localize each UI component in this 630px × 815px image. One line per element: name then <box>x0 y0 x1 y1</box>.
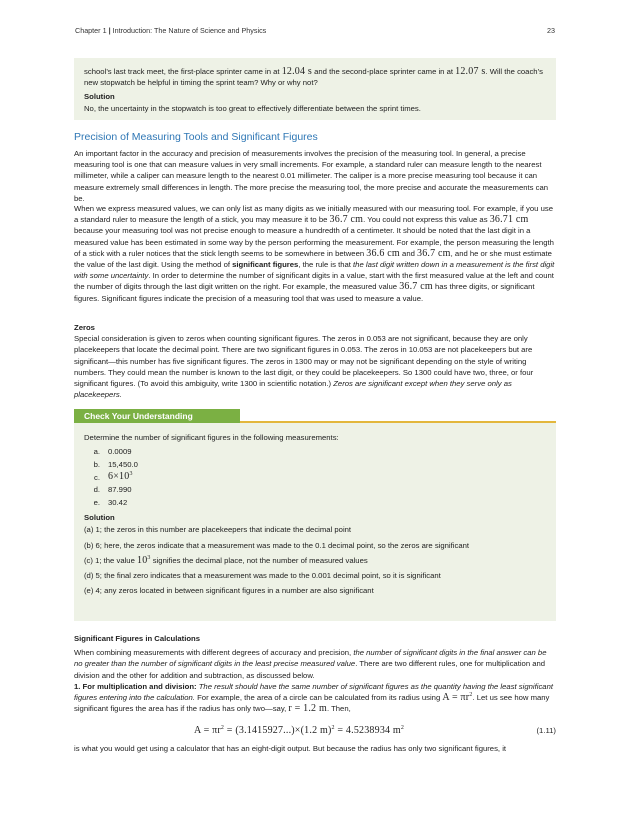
paragraph-sig-figs: When we express measured values, we can only list as many digits as we initially measured with our measuring tool. For example, if you use a standard ruler to measure the length of a stick, you may measure it to be 36.7 cm. You could not express this value as 36.71 cm because your measuring tool was not precise enough to measure a hundredth of a centimeter. It should be noted that the last digit in a measured value has been estimated in some way by the person performing the measurement. For example, the person measuring the length of a stick with a ruler notices that the stick length seems to be somewhere in between 36.6 cm and 36.7 cm, and he or she must estimate the value of the last digit. Using the method of significant figures, the rule is that the last digit written down in a measurement is the first digit with some uncertainty. In order to determine the number of significant digits in a value, start with the first measured value at the left and count the number of digits through the last digit written on the right. For example, the measured value 36.7 cm has three digits, or significant figures. Significant figures indicate the precision of a measuring tool that was used to measure a value. <box>74 204 555 303</box>
list-item: c. $6\times 10^3$ <box>94 470 133 482</box>
rule-emphasis: the last digit written down in a measurement is the first digit with some uncertainty <box>74 260 555 281</box>
chapter-header: Chapter 1 | Introduction: The Nature of Science and Physics <box>75 26 267 35</box>
math-value: 36.7 cm <box>417 247 451 259</box>
time-value-1: 12.04 s <box>281 66 312 77</box>
list-item: b. 15,450.0 <box>93 459 138 469</box>
time-value-2: 12.07 s <box>455 66 486 77</box>
section-title: Precision of Measuring Tools and Significant Figures <box>74 131 318 143</box>
example-solution-box <box>74 58 556 120</box>
calculations-paragraph: When combining measurements with different degrees of accuracy and precision, the number of significant digits in the final answer can be no greater than the number of significant digits in the least precise measured value. There are two different rules, one for multiplication and division and the other for addition and subtraction, as discussed below. <box>74 648 547 680</box>
zeros-heading: Zeros <box>74 323 95 332</box>
check-understanding-tab: Check Your Understanding <box>74 409 240 423</box>
equation-1-11 <box>74 725 556 739</box>
answer-d: (d) 5; the final zero indicates that a measurement was made to the 0.001 decimal point, so it is significant <box>84 571 441 581</box>
math-value: 36.71 cm <box>489 214 529 226</box>
term-significant-figures: significant figures <box>232 260 299 270</box>
answer-c: (c) 1; the value $10^3$ signifies the decimal place, not the number of measured values <box>84 554 368 566</box>
calculations-heading: Significant Figures in Calculations <box>74 634 201 643</box>
answer-a: (a) 1; the zeros in this number are placekeepers that indicate the decimal point <box>84 525 352 535</box>
cyu-prompt: Determine the number of significant figures in the following measurements: <box>84 433 339 442</box>
paragraph-precision: An important factor in the accuracy and precision of measurements involves the precision of the measuring tool. In general, a precise measuring tool is one that can measure values in very small increments. For example, a standard ruler can measure length to the nearest millimeter, while a caliper can measure length to the nearest 0.01 millimeter. The caliper is a more precise measuring tool because it can measure extremely small differences in length. The more precise the measuring tool, the more precise and accurate the measurements can be. <box>74 149 549 203</box>
list-item: d. 87.990 <box>93 485 132 495</box>
example-text: school’s last track meet, the first-place sprinter came in at 12.04 s and the second-place sprinter came in at 12.07 s. Will the coach’s new stopwatch be helpful in timing the sprint team? Why or why not? <box>84 66 543 88</box>
list-item: e. 30.42 <box>93 498 128 508</box>
multiplication-rule: 1. For multiplication and division: The result should have the same number of significant figures as the quantity having the least significant figures entering into the calculation. For example, the area of a circle can be calculated from its radius using $A = \pi r^2$. Let us see how many significant figures the area has if the radius has only two—say, r = 1.2 m. Then, <box>74 681 553 715</box>
cyu-solution-label: Solution <box>84 513 115 523</box>
answer-e: (e) 4; any zeros located in between significant figures in a number are also significant <box>84 586 374 596</box>
solution-text: No, the uncertainty in the stopwatch is too great to effectively differentiate between the sprint times. <box>84 103 421 113</box>
page-number: 23 <box>547 26 555 35</box>
solution-label: Solution <box>84 92 115 102</box>
answer-b: (b) 6; here, the zeros indicate that a measurement was made to the 0.1 decimal point, so the zeros are significant <box>84 540 470 550</box>
calculations-section <box>74 633 556 714</box>
list-item: a. 0.0009 <box>93 447 132 457</box>
closing-line: is what you would get using a calculator that has an eight-digit output. But because the radius has only two significant figures, it <box>74 744 507 753</box>
measurement-list <box>84 446 546 508</box>
zeros-paragraph: Special consideration is given to zeros when counting significant figures. The zeros in 0.053 are not significant, because they are only placekeepers that locate the decimal point. There are two significant figures in 0.053. The zeros in 10.053 are not placekeepers but are significant—this number has five significant figures. The zeros in 1300 may or may not be significant depending on the style of writing numbers. They could mean the number is known to the last digit, or they could be placekeepers. So 1300 could have two, three, or four significant figures. (To avoid this ambiguity, write 1300 in scientific notation.) Zeros are significant except when they serve only as placekeepers. <box>74 334 534 400</box>
zeros-section <box>74 322 556 400</box>
check-understanding-box <box>74 423 556 621</box>
math-value: 36.7 cm <box>399 281 433 293</box>
math-value: 36.7 cm <box>329 214 364 226</box>
circle-area-formula: $A = \pi r^2$ <box>442 692 473 704</box>
running-header <box>75 26 555 35</box>
equation-body: $A = \pi r^2 = (3.1415927...)\times(1.2$ m)$^2$ = 4.5238934 $m^2$ <box>194 725 405 736</box>
equation-number: (1.11) <box>536 726 556 735</box>
radius-value: r = 1.2 m <box>288 703 327 715</box>
math-value: 36.6 cm <box>366 247 400 259</box>
